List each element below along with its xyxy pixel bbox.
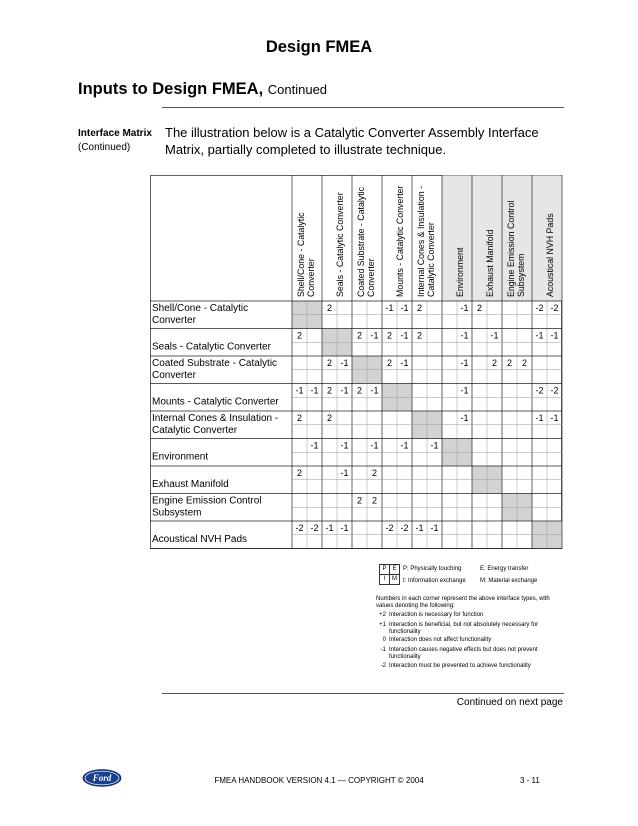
column-header-line: Exhaust Manifold — [485, 229, 495, 297]
column-header — [395, 185, 405, 297]
column-header — [335, 192, 345, 297]
column-header — [455, 247, 465, 297]
section-heading — [78, 80, 327, 99]
side-label-sub: (Continued) — [78, 142, 131, 153]
cell-value-top-left: 2 — [326, 413, 333, 423]
legend-scale-text: Interaction is necessary for function — [389, 612, 484, 618]
interface-matrix — [150, 175, 562, 549]
cell-value-top-right: 2 — [371, 468, 378, 478]
cell-value-top-right: -1 — [310, 385, 319, 396]
row-label: Coated Substrate - Catalytic — [152, 358, 278, 369]
cell-value-top-left: 2 — [416, 303, 423, 313]
section-heading-main: Inputs to Design FMEA, — [78, 80, 264, 98]
legend-key-e: E — [390, 565, 400, 575]
column-header — [356, 186, 376, 297]
legend-key-p: P — [380, 565, 390, 575]
cell-value-top-left: -2 — [535, 385, 544, 396]
cell-value-top-left: 2 — [386, 358, 393, 368]
cell-value-top-right: -1 — [400, 440, 409, 451]
column-header-line: Internal Cones & Insulation - — [416, 185, 426, 297]
column-header-line: Subsystem — [516, 253, 526, 297]
interface-matrix-grid — [150, 175, 562, 549]
legend-scale-value: +2 — [379, 612, 386, 618]
cell-value-top-left: -1 — [385, 303, 394, 313]
cell-value-top-right: -2 — [550, 303, 559, 313]
cell-value-top-right: 2 — [521, 358, 528, 368]
cell-value-top-left: -1 — [415, 523, 424, 533]
cell-value-top-left: 2 — [416, 330, 423, 341]
cell-value-top-left: 2 — [326, 385, 333, 396]
column-header-line: Coated Substrate - Catalytic — [356, 186, 366, 297]
row-label: Seals - Catalytic Converter — [152, 341, 271, 353]
cell-value-top-right: -1 — [310, 440, 319, 451]
cell-value-top-right: -1 — [400, 303, 409, 313]
row-label: Shell/Cone - Catalytic — [152, 303, 249, 314]
cell-value-top-left: 2 — [326, 303, 333, 313]
row-label: Environment — [152, 451, 209, 463]
side-label-title: Interface Matrix — [78, 128, 152, 139]
column-header — [545, 213, 555, 297]
cell-value-top-left: 2 — [386, 330, 393, 341]
page-number: 3 - 11 — [520, 776, 540, 785]
cell-value-top-right: -1 — [340, 468, 349, 478]
column-header-line: Environment — [455, 247, 465, 297]
legend-corner-key — [379, 564, 400, 585]
column-header — [296, 212, 316, 297]
row-label: Acoustical NVH Pads — [152, 533, 248, 545]
cell-value-top-left: 2 — [356, 495, 363, 506]
cell-value-top-right: -1 — [430, 440, 439, 451]
cell-value-top-right: -1 — [400, 330, 409, 341]
cell-value-top-right: -1 — [460, 385, 469, 396]
row-label: Converter — [152, 315, 196, 326]
cell-value-top-right: -2 — [400, 523, 409, 533]
intro-paragraph: The illustration below is a Catalytic Converter Assembly Interface Matrix, partially completed to illustrate technique. — [165, 125, 539, 157]
legend-e-desc: E: Energy transfer — [480, 566, 529, 572]
legend-key-i: I — [380, 575, 390, 585]
top-divider — [162, 107, 564, 108]
cell-value-top-left: 2 — [296, 468, 303, 478]
column-header-line: Shell/Cone - Catalytic — [296, 212, 306, 297]
cell-value-top-right: -1 — [550, 330, 559, 341]
cell-value-top-right: -1 — [550, 413, 559, 423]
cell-value-top-right: -1 — [340, 523, 349, 533]
cell-value-top-right: -1 — [340, 358, 349, 368]
row-label: Converter — [152, 370, 196, 381]
column-header-line: Mounts - Catalytic Converter — [395, 185, 405, 297]
row-label: Catalytic Converter — [152, 425, 238, 436]
legend-scale-text: Interaction causes negative effects but does not prevent functionality — [389, 647, 538, 661]
cell-value-top-left: -1 — [295, 385, 304, 396]
column-header-line: Seals - Catalytic Converter — [335, 192, 345, 297]
row-label: Subsystem — [152, 507, 202, 519]
legend-p-desc: P: Physically touching — [403, 566, 462, 572]
column-header — [485, 229, 495, 297]
legend-scale-value: 0 — [382, 637, 386, 643]
cell-value-top-right: 2 — [491, 358, 498, 368]
legend-i-desc: I: Information exchange — [403, 578, 466, 584]
cell-value-top-right: -1 — [400, 358, 409, 368]
cell-value-top-left: 2 — [356, 385, 363, 396]
row-label: Engine Emission Control — [152, 495, 262, 507]
cell-value-top-right: -1 — [370, 440, 379, 451]
cell-value-top-right: -1 — [370, 330, 379, 341]
legend-scale-text: Interaction is beneficial, but not absolutely necessary for functionality — [389, 622, 539, 636]
column-header-line: Converter — [366, 258, 376, 297]
cell-value-top-right: -1 — [490, 330, 499, 341]
row-label: Exhaust Manifold — [152, 478, 229, 490]
cell-value-top-left: 2 — [326, 358, 333, 368]
column-header-line: Converter — [306, 258, 316, 297]
bottom-divider — [162, 693, 564, 694]
cell-value-top-right: -1 — [460, 330, 469, 341]
ford-logo-text: Ford — [92, 773, 112, 783]
cell-value-top-left: -2 — [295, 523, 304, 533]
legend-note: Numbers in each corner represent the above interface types, with values denoting the following: — [376, 596, 550, 610]
column-header-line: Acoustical NVH Pads — [545, 213, 555, 297]
cell-value-top-left: -2 — [535, 303, 544, 313]
cell-value-top-left: 2 — [356, 330, 363, 341]
cell-value-top-left: -2 — [385, 523, 394, 533]
legend-scale-value: -1 — [380, 647, 386, 653]
cell-value-top-left: -1 — [325, 523, 334, 533]
legend-scale-text: Interaction must be prevented to achieve functionality — [389, 663, 531, 669]
section-heading-sub: Continued — [267, 82, 328, 97]
cell-value-top-left: -1 — [535, 413, 544, 423]
cell-value-top-right: -1 — [460, 413, 469, 423]
cell-value-top-right: -1 — [370, 385, 379, 396]
page-title: Design FMEA — [265, 38, 373, 56]
cell-value-top-right: -1 — [340, 385, 349, 396]
cell-value-top-left: 2 — [296, 330, 303, 341]
cell-value-top-left: 2 — [296, 413, 303, 423]
legend-scale-value: +1 — [379, 622, 386, 628]
cell-value-top-left: -1 — [535, 330, 544, 341]
cell-value-top-left: 2 — [506, 358, 513, 368]
legend-m-desc: M: Material exchange — [480, 578, 538, 584]
cell-value-top-left: 2 — [476, 303, 483, 313]
side-label — [78, 127, 152, 155]
continued-note: Continued on next page — [456, 697, 563, 708]
cell-value-top-right: -1 — [430, 523, 439, 533]
cell-value-top-right: -2 — [310, 523, 319, 533]
footer-text: FMEA HANDBOOK VERSION 4.1 — COPYRIGHT © 2004 — [214, 776, 424, 785]
cell-value-top-right: -2 — [550, 385, 559, 396]
cell-value-top-right: 2 — [371, 495, 378, 506]
cell-value-top-right: -1 — [340, 440, 349, 451]
row-label: Internal Cones & Insulation - — [152, 413, 279, 424]
cell-value-top-right: -1 — [460, 303, 469, 313]
cell-value-top-right: -1 — [460, 358, 469, 368]
column-header-line: Engine Emission Control — [506, 200, 516, 297]
column-header — [416, 186, 436, 297]
legend-scale-text: Interaction does not affect functionality — [389, 637, 492, 643]
legend-key-m: M — [390, 575, 400, 585]
column-header-line: Catalytic Converter — [426, 222, 436, 297]
row-label: Mounts - Catalytic Converter — [152, 396, 279, 408]
legend-scale-value: -2 — [380, 663, 386, 669]
